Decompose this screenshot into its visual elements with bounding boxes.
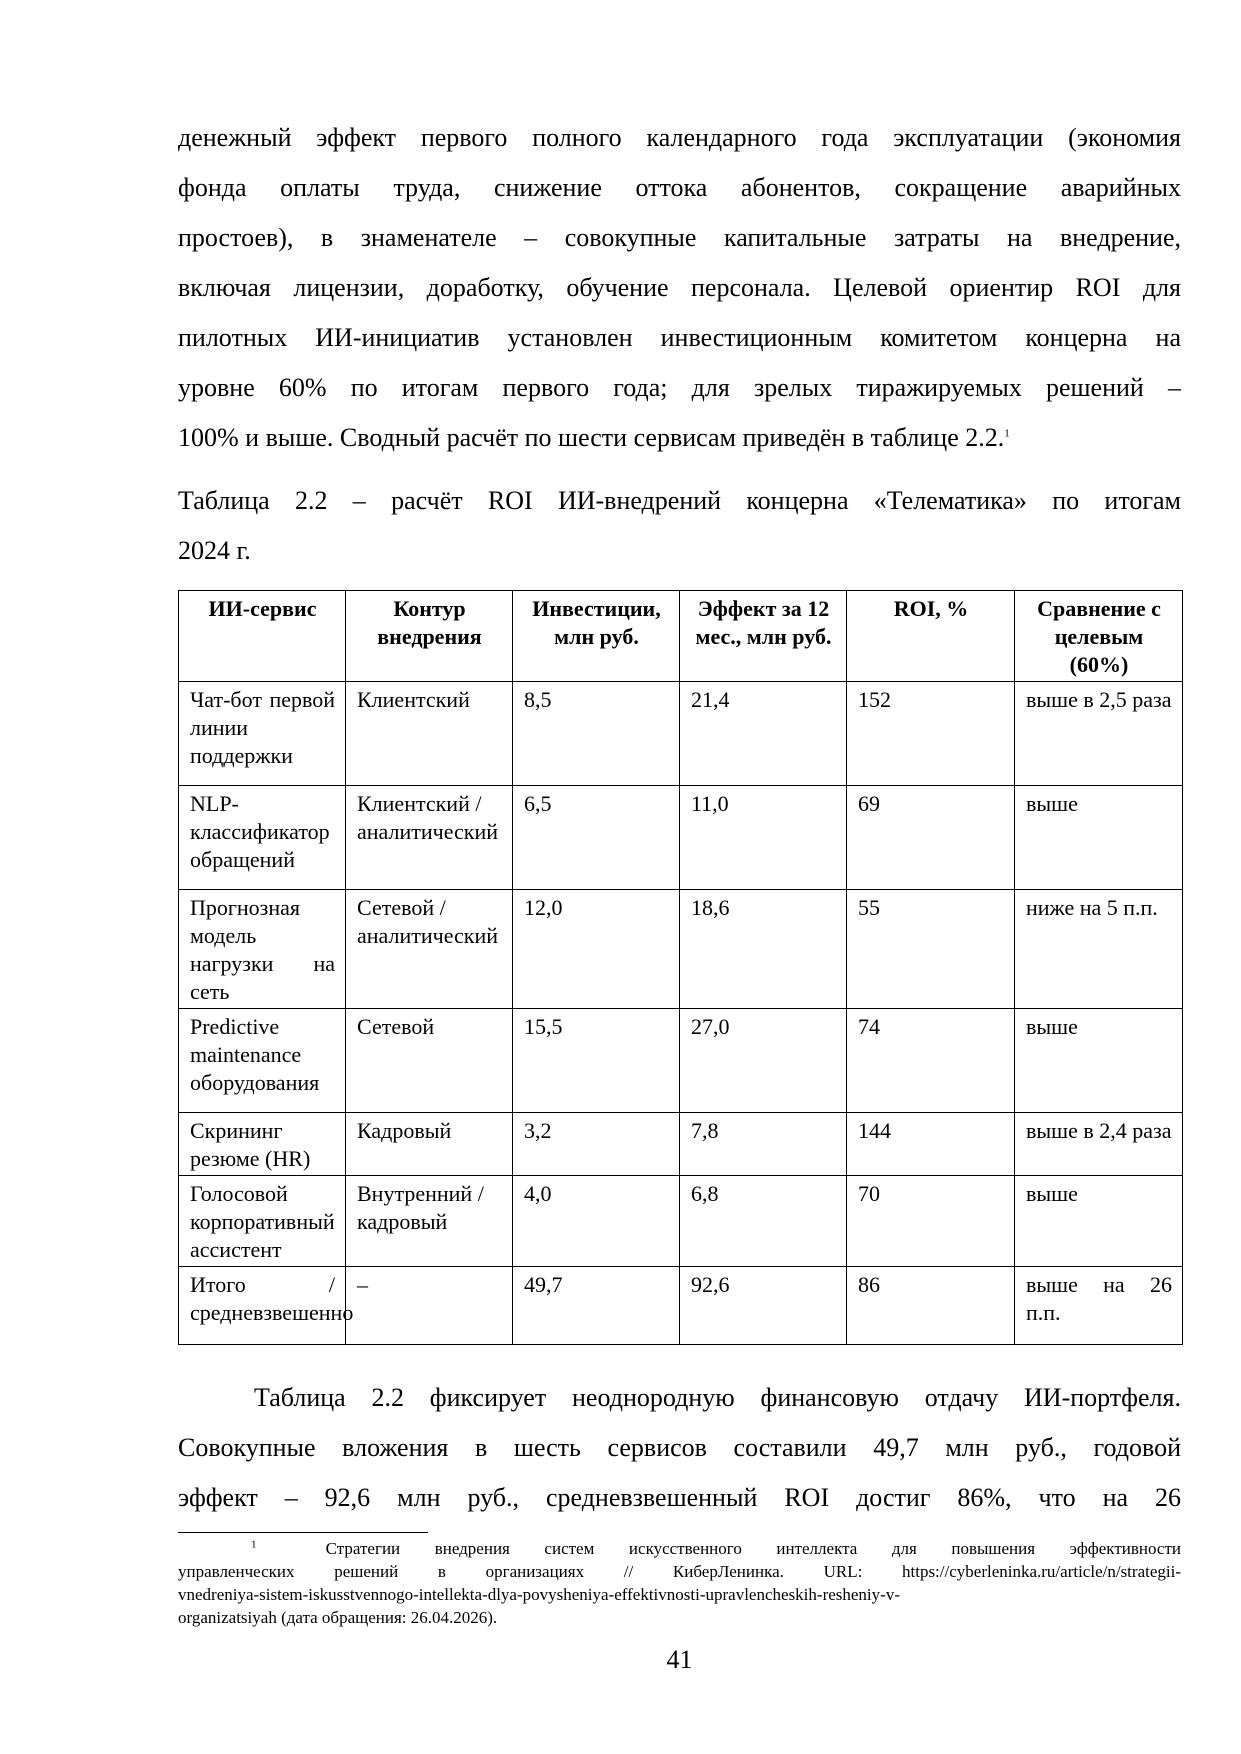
cell-roi: 144: [847, 1113, 1015, 1176]
outro-paragraph: [178, 1373, 1181, 1523]
cell-investment: 4,0: [513, 1176, 680, 1267]
cell-service: Скрининг резюме (HR): [179, 1113, 346, 1176]
cell-roi: 55: [847, 890, 1015, 1009]
cell-effect: 7,8: [680, 1113, 847, 1176]
roi-table: [178, 590, 1183, 1345]
cell-contour: Кадровый: [346, 1113, 513, 1176]
cell-service: Голосовой корпоративный ассистент: [179, 1176, 346, 1267]
intro-line-text: 100% и выше. Сводный расчёт по шести сервисам приведён в таблице 2.2.: [178, 423, 1005, 452]
cell-contour: Сетевой: [346, 1009, 513, 1113]
intro-line: простоев), в знаменателе – совокупные капитальные затраты на внедрение,: [178, 223, 1181, 252]
header-service: ИИ-сервис: [179, 591, 346, 682]
outro-line: Таблица 2.2 фиксирует неоднородную финансовую отдачу ИИ-портфеля.: [254, 1383, 1181, 1412]
footnote-line: vnedreniya-sistem-iskusstvennogo-intellekta-dlya-povysheniya-effektivnosti-upravlencheskih-resheniy-v-: [178, 1585, 900, 1604]
cell-investment: 15,5: [513, 1009, 680, 1113]
cell-comparison: выше: [1015, 1009, 1183, 1113]
table-row: [179, 1176, 1183, 1267]
cell-effect: 21,4: [680, 682, 847, 786]
cell-roi: 152: [847, 682, 1015, 786]
cell-effect: 27,0: [680, 1009, 847, 1113]
cell-effect: 92,6: [680, 1267, 847, 1345]
cell-contour: Сетевой / аналитический: [346, 890, 513, 1009]
footnote: [178, 1537, 1181, 1629]
table-header-row: [179, 591, 1183, 682]
header-investment: Инвестиции, млн руб.: [513, 591, 680, 682]
cell-comparison: выше в 2,5 раза: [1015, 682, 1183, 786]
intro-paragraph: [178, 113, 1181, 463]
cell-service: Итого / средневзвешенно: [179, 1267, 346, 1345]
table-row: [179, 1009, 1183, 1113]
cell-investment: 6,5: [513, 786, 680, 890]
cell-comparison: выше в 2,4 раза: [1015, 1113, 1183, 1176]
table-row: [179, 890, 1183, 1009]
caption-line: Таблица 2.2 – расчёт ROI ИИ-внедрений концерна «Телематика» по итогам: [178, 486, 1181, 515]
footnote-line-text: Стратегии внедрения систем искусственного интеллекта для повышения эффективности: [325, 1539, 1181, 1558]
cell-roi: 70: [847, 1176, 1015, 1267]
header-roi: ROI, %: [847, 591, 1015, 682]
cell-service: Прогнозная модель нагрузки на сеть: [179, 890, 346, 1009]
cell-comparison: выше: [1015, 786, 1183, 890]
footnote-line: управленческих решений в организациях // КиберЛенинка. URL: https://cyberleninka.ru/article/n/strategii-: [178, 1562, 1181, 1581]
footnote-number: 1: [251, 1538, 257, 1551]
cell-contour: Клиентский / аналитический: [346, 786, 513, 890]
cell-contour: –: [346, 1267, 513, 1345]
cell-comparison: ниже на 5 п.п.: [1015, 890, 1183, 1009]
cell-roi: 69: [847, 786, 1015, 890]
intro-line: фонда оплаты труда, снижение оттока абонентов, сокращение аварийных: [178, 173, 1181, 202]
table-row: [179, 682, 1183, 786]
page-number: 41: [666, 1645, 693, 1674]
header-effect: Эффект за 12 мес., млн руб.: [680, 591, 847, 682]
table-caption: [178, 476, 1181, 576]
header-contour: Контур внедрения: [346, 591, 513, 682]
intro-line: пилотных ИИ-инициатив установлен инвестиционным комитетом концерна на: [178, 323, 1181, 352]
table-row: [179, 1113, 1183, 1176]
intro-line: включая лицензии, доработку, обучение персонала. Целевой ориентир ROI для: [178, 273, 1181, 302]
cell-contour: Клиентский: [346, 682, 513, 786]
outro-line: Совокупные вложения в шесть сервисов составили 49,7 млн руб., годовой: [178, 1433, 1181, 1462]
cell-comparison: выше на 26 п.п.: [1015, 1267, 1183, 1345]
outro-line: эффект – 92,6 млн руб., средневзвешенный ROI достиг 86%, что на 26: [178, 1483, 1181, 1512]
caption-line: 2024 г.: [178, 536, 251, 565]
intro-line: уровне 60% по итогам первого года; для зрелых тиражируемых решений –: [178, 373, 1181, 402]
footnote-separator: [178, 1532, 428, 1533]
cell-investment: 8,5: [513, 682, 680, 786]
intro-line: денежный эффект первого полного календарного года эксплуатации (экономия: [178, 123, 1181, 152]
intro-line-last: [178, 413, 1181, 463]
cell-investment: 3,2: [513, 1113, 680, 1176]
cell-roi: 74: [847, 1009, 1015, 1113]
cell-service: Predictive maintenance оборудования: [179, 1009, 346, 1113]
footnote-line: organizatsiyah (дата обращения: 26.04.2026).: [178, 1608, 498, 1627]
table-total-row: [179, 1267, 1183, 1345]
cell-service: Чат-бот первой линии поддержки: [179, 682, 346, 786]
cell-investment: 12,0: [513, 890, 680, 1009]
cell-contour: Внутренний / кадровый: [346, 1176, 513, 1267]
cell-effect: 11,0: [680, 786, 847, 890]
footnote-line: [178, 1537, 1181, 1560]
cell-effect: 6,8: [680, 1176, 847, 1267]
cell-effect: 18,6: [680, 890, 847, 1009]
header-comparison: Сравнение с целевым (60%): [1015, 591, 1183, 682]
cell-comparison: выше: [1015, 1176, 1183, 1267]
footnote-reference[interactable]: 1: [1004, 427, 1010, 440]
cell-service: NLP-классификатор обращений: [179, 786, 346, 890]
table-row: [179, 786, 1183, 890]
cell-investment: 49,7: [513, 1267, 680, 1345]
cell-roi: 86: [847, 1267, 1015, 1345]
